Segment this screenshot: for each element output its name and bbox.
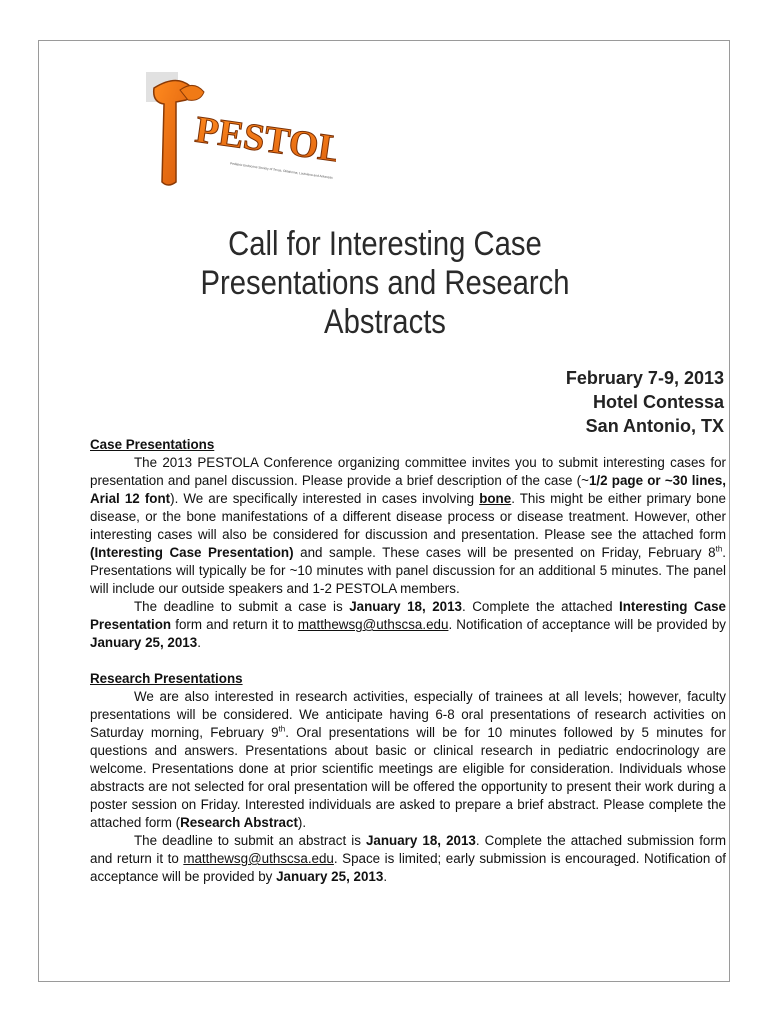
bold-text: January 18, 2013 [349,599,462,614]
bold-text: 1/2 page or ~30 lines, Arial 12 font [90,473,726,506]
underlined-bold-text: bone [479,491,512,506]
text-run: . Presentations will typically be for ~10 minutes with panel discussion for an additional 5 minutes. The panel will include our outside speakers and 1-2 PESTOLA members. [90,545,726,596]
pestola-logo-graphic [146,70,336,200]
text-run: ). We are specifically interested in cases involving [170,491,480,506]
bold-text: January 18, 2013 [365,833,476,848]
research-email-link[interactable]: matthewsg@uthscsa.edu [183,851,334,866]
text-run: . Oral presentations will be for 10 minutes followed by 5 minutes for questions and answers. Presentations about basic or clinical research in pediatric endocrinology are welcome. Presentations done at prior scientific meetings are eligible for consideration. Individuals whose abstracts are not selected for oral presentation will be offered the opportunity to present their work during a poster session on Friday. Interested individuals are asked to prepare a brief abstract. Please complete the attached form ( [90,725,726,830]
title-line-2: Presentations and Research [200,264,570,302]
section-spacer [90,652,726,670]
bold-text: Research Abstract [180,815,298,830]
research-presentations-heading: Research Presentations [90,671,243,686]
superscript: th [715,544,723,554]
title-line-3: Abstracts [324,303,446,341]
research-paragraph-2 [90,832,726,886]
event-dates: February 7-9, 2013 [565,368,724,388]
text-run: The deadline to submit an abstract is [134,833,366,848]
bold-text: January 25, 2013 [90,635,198,650]
event-venue: Hotel Contessa [592,392,724,412]
text-run: ). [297,815,307,830]
text-run: . Notification of acceptance will be provided by [448,617,726,632]
case-paragraph-2 [90,598,726,652]
text-run: . [197,635,201,650]
bold-text: January 25, 2013 [276,869,384,884]
text-run: . Complete the attached [462,599,620,614]
text-run: We are also interested in research activities, especially of trainees at all levels; however, faculty presentations will be considered. We anticipate having 6-8 oral presentations of research activities on Saturday morning, February 9 [90,689,726,740]
text-run: . [383,869,388,884]
logo-text: PESTOLA [192,108,336,175]
text-run: The deadline to submit a case is [134,599,350,614]
bold-text: (Interesting Case Presentation) [90,545,294,560]
text-run: and sample. These cases will be presented on Friday, February 8 [293,545,716,560]
logo-tagline: Pediatric Endocrine Society of Texas, Oklahoma, Louisiana and Arkansas [229,161,333,180]
text-run: The 2013 PESTOLA Conference organizing committee invites you to submit interesting cases for presentation and panel discussion. Please provide a brief description of the case (~ [90,455,726,488]
text-run: . Complete the attached submission form and return it to [90,833,726,866]
event-info [566,366,724,438]
title-line-1: Call for Interesting Case [228,225,542,263]
pestola-logo [146,70,336,200]
superscript: th [278,724,286,734]
research-paragraph-1 [90,688,726,832]
text-run: form and return it to [171,617,298,632]
event-city: San Antonio, TX [585,416,724,436]
case-paragraph-1 [90,454,726,598]
case-presentations-heading: Case Presentations [90,437,215,452]
text-run: . This might be either primary bone disease, or the bone manifestations of a different disease process or disease treatment. However, other interesting cases will also be considered for discussion and presentation. Please see the attached form [90,491,726,542]
bold-text: Interesting Case Presentation [90,599,726,632]
page-title [106,225,665,342]
text-run: . Space is limited; early submission is encouraged. Notification of acceptance will be provided by [90,851,726,884]
document-body [90,436,726,886]
case-email-link[interactable]: matthewsg@uthscsa.edu [297,617,449,632]
